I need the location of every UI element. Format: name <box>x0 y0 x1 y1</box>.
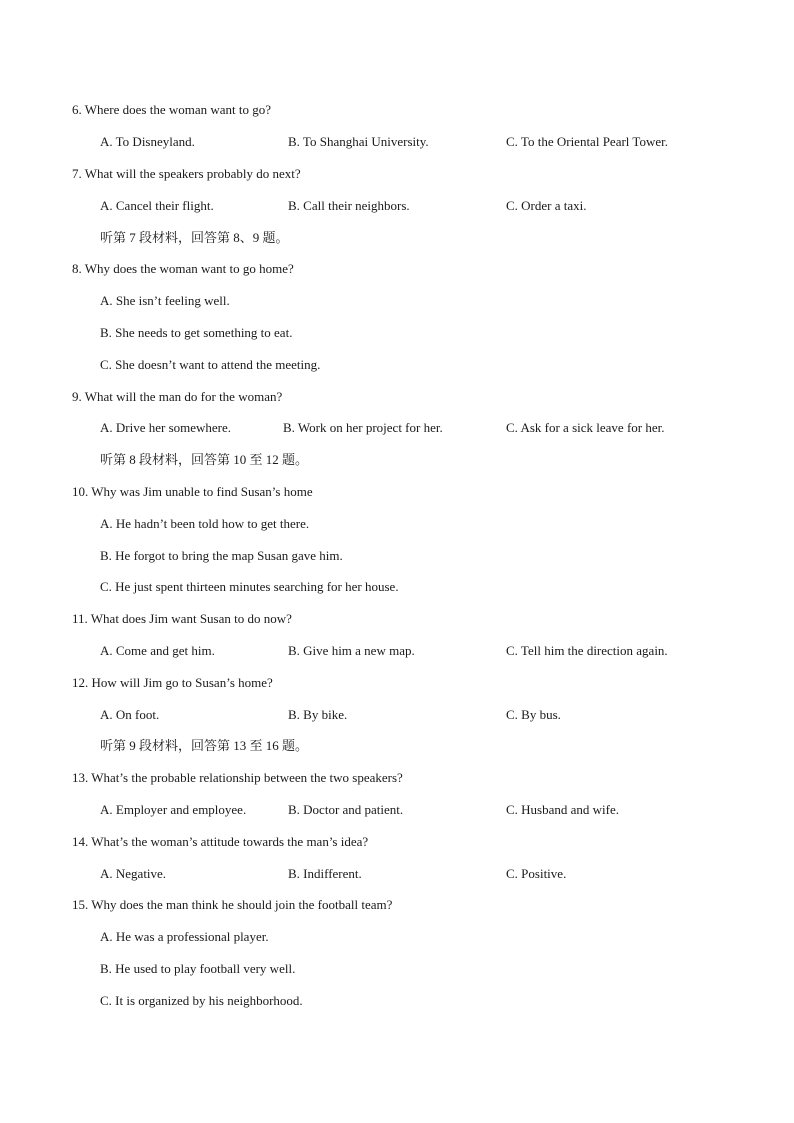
q8-option-b: B. She needs to get something to eat. <box>100 325 293 340</box>
q9-option-b: B. Work on her project for her. <box>283 420 443 435</box>
q6-option-a: A. To Disneyland. <box>100 134 195 149</box>
q8-option-a: A. She isn’t feeling well. <box>100 293 230 308</box>
q14-option-a: A. Negative. <box>100 866 167 881</box>
question-14: 14. What’s the woman’s attitude towards the man’s idea? <box>72 834 369 849</box>
q15-option-c: C. It is organized by his neighborhood. <box>100 993 303 1008</box>
q9-option-a: A. Drive her somewhere. <box>100 420 232 435</box>
q14-option-c: C. Positive. <box>506 866 567 881</box>
q7-option-b: B. Call their neighbors. <box>288 198 410 213</box>
q13-option-a: A. Employer and employee. <box>100 802 247 817</box>
question-7: 7. What will the speakers probably do next? <box>72 166 301 181</box>
q12-option-c: C. By bus. <box>506 707 561 722</box>
q13-option-b: B. Doctor and patient. <box>288 802 404 817</box>
q15-option-b: B. He used to play football very well. <box>100 961 296 976</box>
section-heading-9: 听第 9 段材料，回答第 13 至 16 题。 <box>100 738 309 753</box>
q15-option-a: A. He was a professional player. <box>100 929 269 944</box>
q13-option-c: C. Husband and wife. <box>506 802 620 817</box>
q11-option-b: B. Give him a new map. <box>288 643 415 658</box>
q12-option-a: A. On foot. <box>100 707 160 722</box>
section-heading-7: 听第 7 段材料，回答第 8、9 题。 <box>100 230 289 245</box>
q10-option-b: B. He forgot to bring the map Susan gave him. <box>100 548 343 563</box>
q6-option-c: C. To the Oriental Pearl Tower. <box>506 134 668 149</box>
q6-option-b: B. To Shanghai University. <box>288 134 429 149</box>
q9-option-c: C. Ask for a sick leave for her. <box>506 420 665 435</box>
q7-option-a: A. Cancel their flight. <box>100 198 214 213</box>
q14-option-b: B. Indifferent. <box>288 866 362 881</box>
section-heading-8: 听第 8 段材料，回答第 10 至 12 题。 <box>100 452 309 467</box>
q10-option-a: A. He hadn’t been told how to get there. <box>100 516 310 531</box>
question-6: 6. Where does the woman want to go? <box>72 102 272 117</box>
q11-option-a: A. Come and get him. <box>100 643 215 658</box>
question-10: 10. Why was Jim unable to find Susan’s home <box>72 484 313 499</box>
question-15: 15. Why does the man think he should join the football team? <box>72 897 393 912</box>
q10-option-c: C. He just spent thirteen minutes searching for her house. <box>100 579 399 594</box>
q12-option-b: B. By bike. <box>288 707 348 722</box>
question-9: 9. What will the man do for the woman? <box>72 389 283 404</box>
q11-option-c: C. Tell him the direction again. <box>506 643 668 658</box>
question-11: 11. What does Jim want Susan to do now? <box>72 611 292 626</box>
question-13: 13. What’s the probable relationship between the two speakers? <box>72 770 403 785</box>
q7-option-c: C. Order a taxi. <box>506 198 587 213</box>
question-12: 12. How will Jim go to Susan’s home? <box>72 675 273 690</box>
question-8: 8. Why does the woman want to go home? <box>72 261 294 276</box>
q8-option-c: C. She doesn’t want to attend the meeting. <box>100 357 321 372</box>
